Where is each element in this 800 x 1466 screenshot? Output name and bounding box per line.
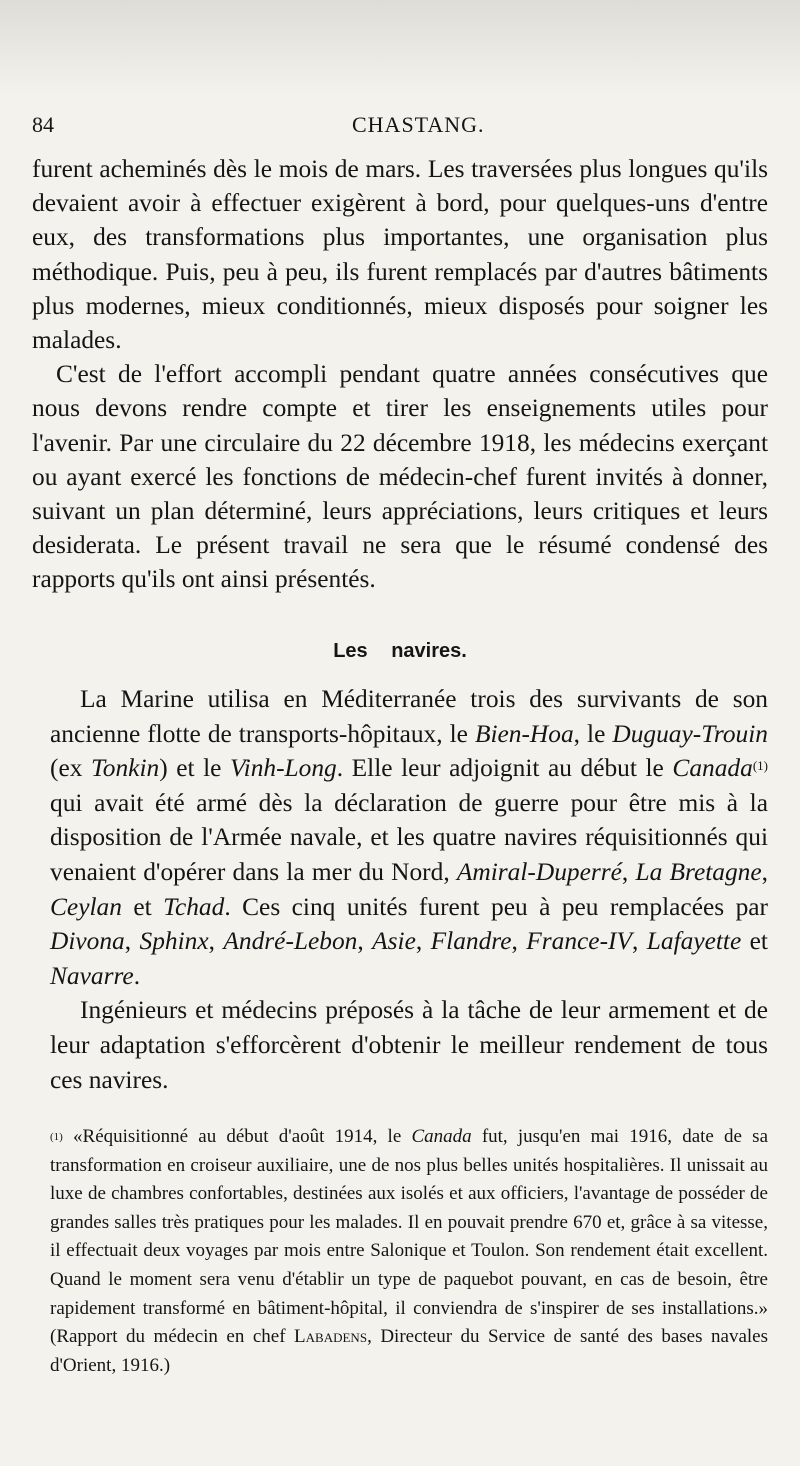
ship-name: Lafayette (646, 927, 742, 956)
text-run: , (511, 927, 527, 956)
text-run: , Directeur du Service de santé des bases navales d'Orient, 1916.) (50, 1326, 768, 1376)
text-run: et (121, 892, 164, 921)
footnote-mark: (1) (50, 1131, 63, 1143)
intro-paragraph-1: furent acheminés dès le mois de mars. Les traversées plus longues qu'ils devaient avoir à effectuer exigèrent à bord, pour quelques-uns d'entre eux, des transformations plus importantes, une organisation plus méthodique. Puis, peu à peu, ils furent remplacés par d'autres bâtiments plus modernes, mieux conditionnés, mieux disposés pour soigner les malades. (32, 155, 768, 355)
intro-paragraph-2: C'est de l'effort accompli pendant quatre années consécutives que nous devons rendre compte et tirer les enseignements utiles pour l'avenir. Par une circulaire du 22 décembre 1918, les médecins exerçant ou ayant exercé les fonctions de médecin-chef furent invités à donner, suivant un plan déterminé, leurs appréciations, leurs critiques et leurs desiderata. Le présent travail ne sera que le résumé condensé des rapports qu'ils ont ainsi présentés. (32, 360, 768, 594)
text-run: , (208, 927, 224, 956)
text-run: La Marine utilisa en Méditerranée trois des survivants de son ancienne flotte de transports-hôpitaux, le (50, 685, 768, 748)
page-number: 84 (32, 112, 54, 137)
section-paragraph-2: Ingénieurs et médecins préposés à la tâche de leur armement et de leur adaptation s'efforcèrent d'obtenir le meilleur rendement de tous ces navires. (50, 996, 768, 1094)
text-run: , (124, 927, 140, 956)
text-run: qui avait été armé dès la déclaration de guerre pour être mis à la disposition de l'Armée navale, et les quatre navires réquisitionnés qui venaient d'opérer dans la mer du Nord, (50, 788, 768, 886)
ship-name: Bien-Hoa (474, 719, 574, 748)
text-run: , (415, 927, 431, 956)
ship-name: Vinh-Long (230, 754, 337, 783)
ship-name: Amiral-Duperré (456, 857, 622, 886)
page-header (32, 112, 768, 148)
text-run: fut, jusqu'en mai 1916, date de sa transformation en croiseur auxiliaire, une de nos plus belles unités hospitalières. Il unissait au luxe de chambres confortables, destinées aux isolés et aux officiers, l'avantage de posséder de grandes salles très pratiques pour les malades. Il en pouvait prendre 670 et, grâce à sa vitesse, il effectuait deux voyages par mois entre Salonique et Toulon. Son rendement était excellent. Quand le moment sera venu d'établir un type de paquebot pouvant, en cas de besoin, être rapidement transformé en bâtiment-hôpital, il conviendra de s'inspirer de ses installations.» (Rapport du médecin en chef (50, 1126, 769, 1348)
text-run: ) et le (159, 754, 231, 783)
text-run: , (357, 927, 373, 956)
text-run: (ex (50, 754, 91, 783)
ship-name: André-Lebon (223, 927, 358, 956)
ship-name: Asie (372, 927, 416, 956)
footnote (50, 1123, 768, 1380)
text-run: , (621, 857, 636, 886)
ship-name: Tchad (163, 892, 225, 921)
ship-name: Sphinx (139, 927, 209, 956)
footnote-reference: (1) (752, 758, 768, 774)
text-run: , le (573, 719, 613, 748)
ship-name: Canada (672, 754, 753, 783)
ship-name: La Bretagne (635, 857, 762, 886)
author-name: Labadens (294, 1326, 368, 1348)
text-run: , (632, 927, 647, 956)
running-head: CHASTANG. (352, 112, 485, 137)
section-paragraph-1 (50, 682, 768, 993)
ship-name: Duguay-Trouin (612, 719, 769, 748)
text-run: . (133, 961, 141, 990)
intro-text (32, 152, 768, 597)
text-run: «Réquisitionné au début d'août 1914, le (62, 1126, 412, 1147)
text-run: , (761, 857, 769, 886)
text-run: . Ces cinq unités furent peu à peu remplacées par (224, 892, 768, 921)
section-heading: Les navires. (333, 640, 467, 662)
ship-name: Tonkin (91, 754, 160, 783)
section-text (50, 682, 768, 1097)
ship-name: Divona (50, 927, 125, 956)
ship-name: Navarre (50, 961, 134, 990)
ship-name: France-IV (526, 927, 632, 956)
text-run: . Elle leur adjoignit au début le (336, 754, 673, 783)
ship-name: Canada (411, 1126, 472, 1147)
scan-edge-shading (0, 0, 800, 95)
text-run: et (741, 927, 768, 956)
ship-name: Flandre (430, 927, 512, 956)
ship-name: Ceylan (50, 892, 122, 921)
